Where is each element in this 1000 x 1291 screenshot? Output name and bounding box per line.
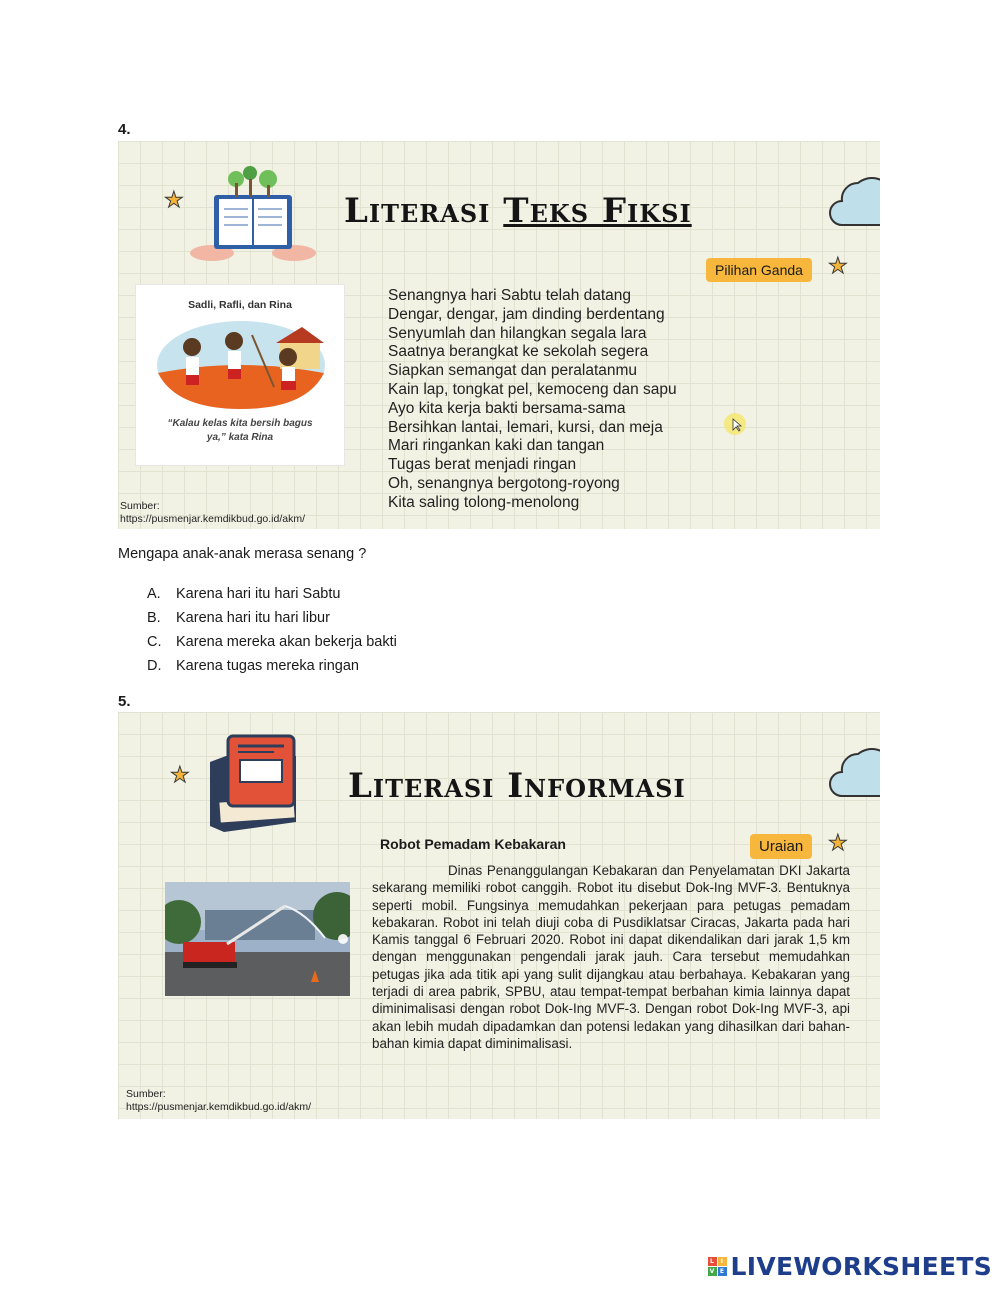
answer-options <box>147 582 397 678</box>
poem-line: Siapkan semangat dan peralatanmu <box>388 362 638 380</box>
poem-line: Kita saling tolong-menolong <box>388 493 580 511</box>
logo-letter: E <box>718 1267 727 1276</box>
star-icon: ★ <box>164 187 184 212</box>
option-letter: A. <box>147 586 161 602</box>
poem-line: Kain lap, tongkat pel, kemoceng dan sapu <box>388 380 677 398</box>
star-icon: ★ <box>170 762 190 787</box>
logo-letter: V <box>708 1267 717 1276</box>
option-a[interactable] <box>147 582 397 606</box>
cloud-icon <box>822 742 880 800</box>
quote-line: “Kalau kelas kita bersih bagus <box>167 418 313 429</box>
star-icon: ★ <box>828 830 848 855</box>
option-b[interactable] <box>147 606 397 630</box>
books-icon <box>204 732 304 836</box>
article-text: Dinas Penanggulangan Kebakaran dan Penyelamatan DKI Jakarta sekarang memiliki robot canggih. Robot itu disebut Dok-Ing MVF-3. Bentuknya seperti mobil. Fungsinya memudahkan pekerjaan para petugas pemadam kebakaran. Robot ini telah diuji coba di Pusdiklatsar Ciracas, Jakarta pada hari Kamis tanggal 6 Februari 2020. Robot ini dapat dikendalikan dari jarak 1,5 km dengan menggunakan pengendali jarak jauh. Cara tersebut memudahkan petugas jika ada titik api yang sulit dijangkau atau berbahaya. Kebakaran yang terjadi di area pabrik, SPBU, atau tempat-tempat berbahan kimia lainnya dapat diminimalisasi dengan robot Dok-Ing MVF-3. Dengan robot Dok-Ing MVF-3, api akan lebih mudah dipadamkan dan potensi ledakan yang dihasilkan dari bahan-bahan kimia dapat diminimalisasi. <box>372 863 850 1051</box>
logo-letter: L <box>708 1257 717 1266</box>
question-text: Mengapa anak-anak merasa senang ? <box>118 546 367 562</box>
poem-line: Senyumlah dan hilangkan segala lara <box>388 324 647 342</box>
option-text: Karena mereka akan bekerja bakti <box>176 634 397 650</box>
poem-line: Tugas berat menjadi ringan <box>388 456 577 474</box>
article-body <box>372 862 850 1052</box>
children-cleaning-image <box>156 317 326 409</box>
question-number: 4. <box>118 121 131 138</box>
poem-line: Bersihkan lantai, lemari, kursi, dan meja <box>388 418 663 436</box>
source-url: https://pusmenjar.kemdikbud.go.id/akm/ <box>120 513 306 525</box>
source-citation <box>126 1088 311 1114</box>
poem-line: Dengar, dengar, jam dinding berdentang <box>388 305 665 323</box>
option-letter: D. <box>147 658 162 674</box>
logo-letter: I <box>718 1257 727 1266</box>
option-c[interactable] <box>147 630 397 654</box>
illustration-quote <box>136 417 344 445</box>
poem-line: Mari ringankan kaki dan tangan <box>388 437 605 455</box>
fire-robot-photo <box>165 882 350 996</box>
option-letter: B. <box>147 610 161 626</box>
quote-line: ya,” kata Rina <box>206 432 274 443</box>
cursor-icon <box>722 411 748 437</box>
slide-title: Literasi Teks Fiksi <box>344 191 692 231</box>
illustration-caption: Sadli, Rafli, dan Rina <box>188 299 292 311</box>
source-label: Sumber: <box>126 1088 166 1100</box>
source-label: Sumber: <box>120 500 160 512</box>
option-d[interactable] <box>147 654 397 678</box>
poem-line: Ayo kita kerja bakti bersama-sama <box>388 399 626 417</box>
slide-literasi-informasi <box>118 712 880 1119</box>
question-type-badge: Pilihan Ganda <box>706 258 812 282</box>
option-text: Karena hari itu hari libur <box>176 610 330 626</box>
brand-name: LIVEWORKSHEETS <box>730 1252 992 1281</box>
option-letter: C. <box>147 634 162 650</box>
open-book-icon <box>186 165 320 265</box>
logo-mark-icon <box>708 1257 727 1276</box>
poem-line: Saatnya berangkat ke sekolah segera <box>388 343 649 361</box>
poem-line: Oh, senangnya bergotong-royong <box>388 474 620 492</box>
source-citation <box>120 500 305 526</box>
slide-literasi-teks-fiksi <box>118 141 880 529</box>
story-illustration <box>135 284 345 466</box>
question-type-badge: Uraian <box>750 834 812 859</box>
star-icon: ★ <box>828 253 848 278</box>
option-text: Karena hari itu hari Sabtu <box>176 586 341 602</box>
source-url: https://pusmenjar.kemdikbud.go.id/akm/ <box>126 1101 312 1113</box>
cloud-icon <box>822 171 880 229</box>
liveworksheets-logo <box>708 1252 992 1281</box>
poem-text <box>388 287 677 513</box>
option-text: Karena tugas mereka ringan <box>176 658 359 674</box>
article-title: Robot Pemadam Kebakaran <box>380 836 566 852</box>
slide-title: Literasi Informasi <box>348 766 686 806</box>
poem-line: Senangnya hari Sabtu telah datang <box>388 287 632 304</box>
question-number: 5. <box>118 693 131 710</box>
